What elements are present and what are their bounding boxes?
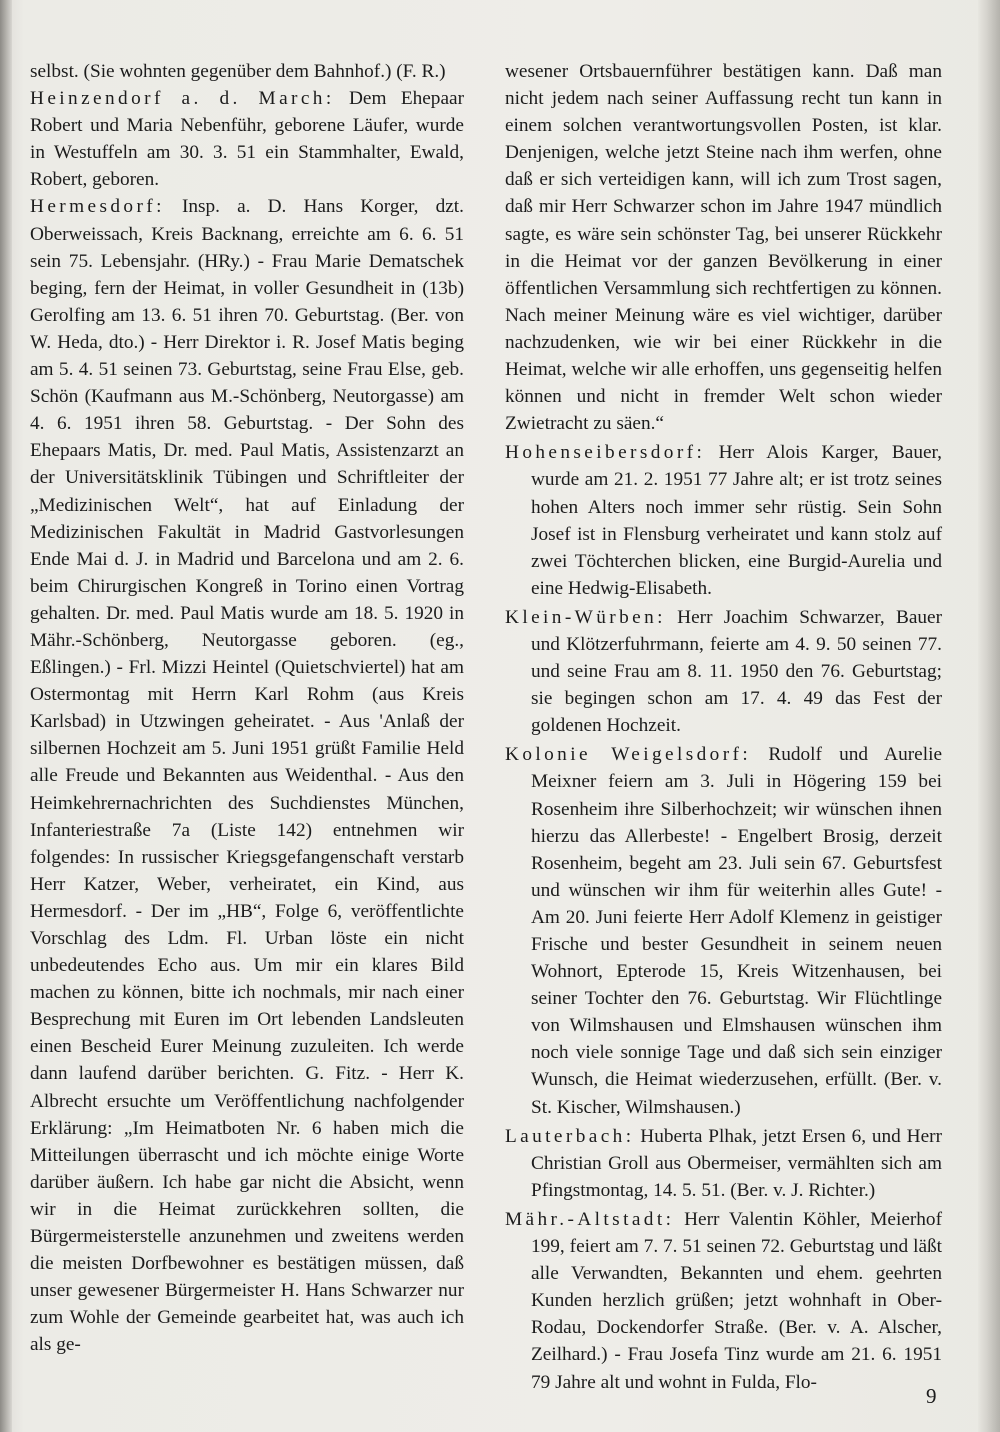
place-name: Hermesdorf:	[30, 196, 165, 218]
place-name: Lauterbach:	[505, 1125, 635, 1147]
article-entry	[505, 604, 942, 739]
entry-text: Rudolf und Aurelie Meixner feiern am 3. Juli in Högering 159 bei Rosenheim ihre Silberhochzeit; wir wünschen ihnen hierzu das Allerbeste! - Engelbert Brosig, derzeit Rosenheim, begeht am 23. Juli sein 67. Geburtsfest und wünschen wir ihm für weiterhin alles Gute! - Am 20. Juni feierte Herr Adolf Klemenz in geistiger Frische und bester Gesundheit in seinem neuen Wohnort, Epterode 15, Kreis Witzenhausen, bei seiner Tochter den 76. Geburtstag. Wir Flüchtlinge von Wilmshausen und Elmshausen wünschen ihm noch viele sonnige Tage und daß sich sein einziger Wunsch, die Heimat wiederzusehen, erfüllt. (Ber. v. St. Kischer, Wilmshausen.)	[531, 744, 942, 1118]
entry-text: Insp. a. D. Hans Korger, dzt. Oberweissach, Kreis Backnang, erreichte am 6. 6. 51 sein 75. Lebensjahr. (HRy.) - Frau Marie Dematschek beging, fern der Heimat, in voller Gesundheit in (13b) Gerolfing am 13. 6. 51 ihren 70. Geburtstag. (Ber. von W. Heda, dto.) - Herr Direktor i. R. Josef Matis beging am 5. 4. 51 seinen 73. Geburtstag, seine Frau Else, geb. Schön (Kaufmann aus M.-Schönberg, Neutorgasse) am 4. 6. 1951 ihren 58. Geburtstag. - Der Sohn des Ehepaars Matis, Dr. med. Paul Matis, Assistenzarzt an der Universitätsklinik Tübingen und Schriftleiter der „Medizinischen Welt“, hat auf Einladung der Medizinischen Fakultät in Madrid Gastvorlesungen Ende Mai d. J. in Madrid und Barcelona und am 2. 6. beim Chirurgischen Kongreß in Torino einen Vortrag gehalten. Dr. med. Paul Matis wurde am 18. 5. 1920 in Mähr.-Schönberg, Neutorgasse geboren. (eg., Eßlingen.) - Frl. Mizzi Heintel (Quietschviertel) hat am Ostermontag mit Herrn Karl Rohm (aus Kreis Karlsbad) in Utzwingen geheiratet. - Aus 'Anlaß der silbernen Hochzeit am 5. Juni 1951 grüßt Familie Held alle Freude und Bekannten aus Weidenthal. - Aus den Heimkehrernachrichten des Suchdienstes München, Infanteriestraße 7a (Liste 142) entnehmen wir folgendes: In russischer Kriegsgefangenschaft verstarb Herr Katzer, Weber, verheiratet, ein Kind, aus Hermesdorf. - Der im „HB“, Folge 6, veröffentlichte Vorschlag des Ldm. Fl. Urban löste ein nicht unbedeutendes Echo aus. Um mir ein klares Bild machen zu können, bitte ich nochmals, mir nach einer Besprechung mit Euren im Ort lebenden Landsleuten einen Bescheid Eurer Meinung zuzuleiten. Ich werde dann laufend darüber berichten. G. Fitz. - Herr K. Albrecht ersuchte um Veröffentlichung nachfolgender Erklärung: „Im Heimatboten Nr. 6 haben mich die Mitteilungen überrascht und ich möchte einige Worte darüber äußern. Ich habe gar nicht die Absicht, wenn wir in die Heimat zurückkehren sollten, die Bürgermeisterstelle anzunehmen und zweitens werden die meisten Dorfbewohner es bestätigen müssen, daß unser gewesener Bürgermeister H. Hans Schwarzer nur zum Wohle der Gemeinde gearbeitet hat, was auch ich als ge-	[30, 196, 464, 1356]
entry-text: Huberta Plhak, jetzt Ersen 6, und Herr Christian Groll aus Obermeiser, vermählten sich am Pfingstmontag, 14. 5. 51. (Ber. v. J. Richter.)	[531, 1125, 942, 1201]
entry-text: Herr Valentin Köhler, Meierhof 199, feiert am 7. 7. 51 seinen 72. Geburtstag und läßt alle Verwandten, Bekannten und ehem. geehrten Kunden herzlich grüßen; jetzt wohnhaft in Ober-Rodau, Dockendorfer Straße. (Ber. v. A. Alscher, Zeilhard.) - Frau Josefa Tinz wurde am 21. 6. 1951 79 Jahre alt und wohnt in Fulda, Flo-	[531, 1208, 942, 1393]
article-entry	[505, 58, 942, 437]
article-entry	[505, 1206, 942, 1396]
article-entry	[30, 193, 464, 1358]
page-edge	[978, 0, 1000, 1432]
entry-text: Dem Ehepaar Robert und Maria Nebenführ, geborene Läufer, wurde in Westuffeln am 30. 3. 51 ein Stammhalter, Ewald, Robert, geboren.	[30, 88, 464, 191]
article-entry	[505, 741, 942, 1120]
entry-text: Herr Alois Karger, Bauer, wurde am 21. 2. 1951 77 Jahre alt; er ist trotz seines hohen Alters noch immer sehr rüstig. Sein Sohn Josef ist in Flensburg verheiratet und kann stolz auf zwei Töchterchen blicken, eine Burgid-Aurelia und eine Hedwig-Elisabeth.	[531, 442, 942, 599]
left-column	[30, 58, 464, 1359]
place-name: Hohenseibersdorf:	[505, 442, 706, 464]
page-number: 9	[926, 1384, 937, 1408]
entry-text: Herr Joachim Schwarzer, Bauer und Klötzerfuhrmann, feierte am 4. 9. 50 seinen 77. und seine Frau am 8. 11. 1950 den 76. Geburtstag; sie begingen schon am 17. 4. 49 das Fest der goldenen Hochzeit.	[531, 606, 942, 737]
article-entry	[505, 1123, 942, 1204]
binding-shadow	[0, 0, 12, 1432]
entry-text: selbst. (Sie wohnten gegenüber dem Bahnhof.) (F. R.)	[30, 61, 446, 82]
article-entry	[30, 58, 464, 85]
place-name: Heinzendorf a. d. March:	[30, 88, 335, 110]
place-name: Klein-Würben:	[505, 606, 666, 628]
entry-text: wesener Ortsbauernführer bestätigen kann. Daß man nicht jedem nach seiner Auffassung recht tun kann in einem solchen verantwortungsvollen Posten, ist klar. Denjenigen, welche jetzt Steine nach ihm werfen, ohne daß er sich verteidigen kann, will ich zum Trost sagen, daß mir Herr Schwarzer schon im Jahre 1947 mündlich sagte, es wäre sein schönster Tag, bei unserer Rückkehr in die Heimat vor der ganzen Bevölkerung in einer öffentlichen Versammlung sich rechtfertigen zu können. Nach meiner Meinung wäre es viel wichtiger, darüber nachzudenken, wie wir bei einer Rückkehr in die Heimat, welche wir alle erhoffen, uns gegenseitig helfen können und nicht in fremder Welt schon wieder Zwietracht zu säen.“	[505, 61, 942, 435]
place-name: Kolonie Weigelsdorf:	[505, 744, 752, 766]
article-entry	[30, 85, 464, 193]
article-entry	[505, 439, 942, 602]
right-column	[505, 58, 942, 1398]
place-name: Mähr.-Altstadt:	[505, 1208, 675, 1230]
